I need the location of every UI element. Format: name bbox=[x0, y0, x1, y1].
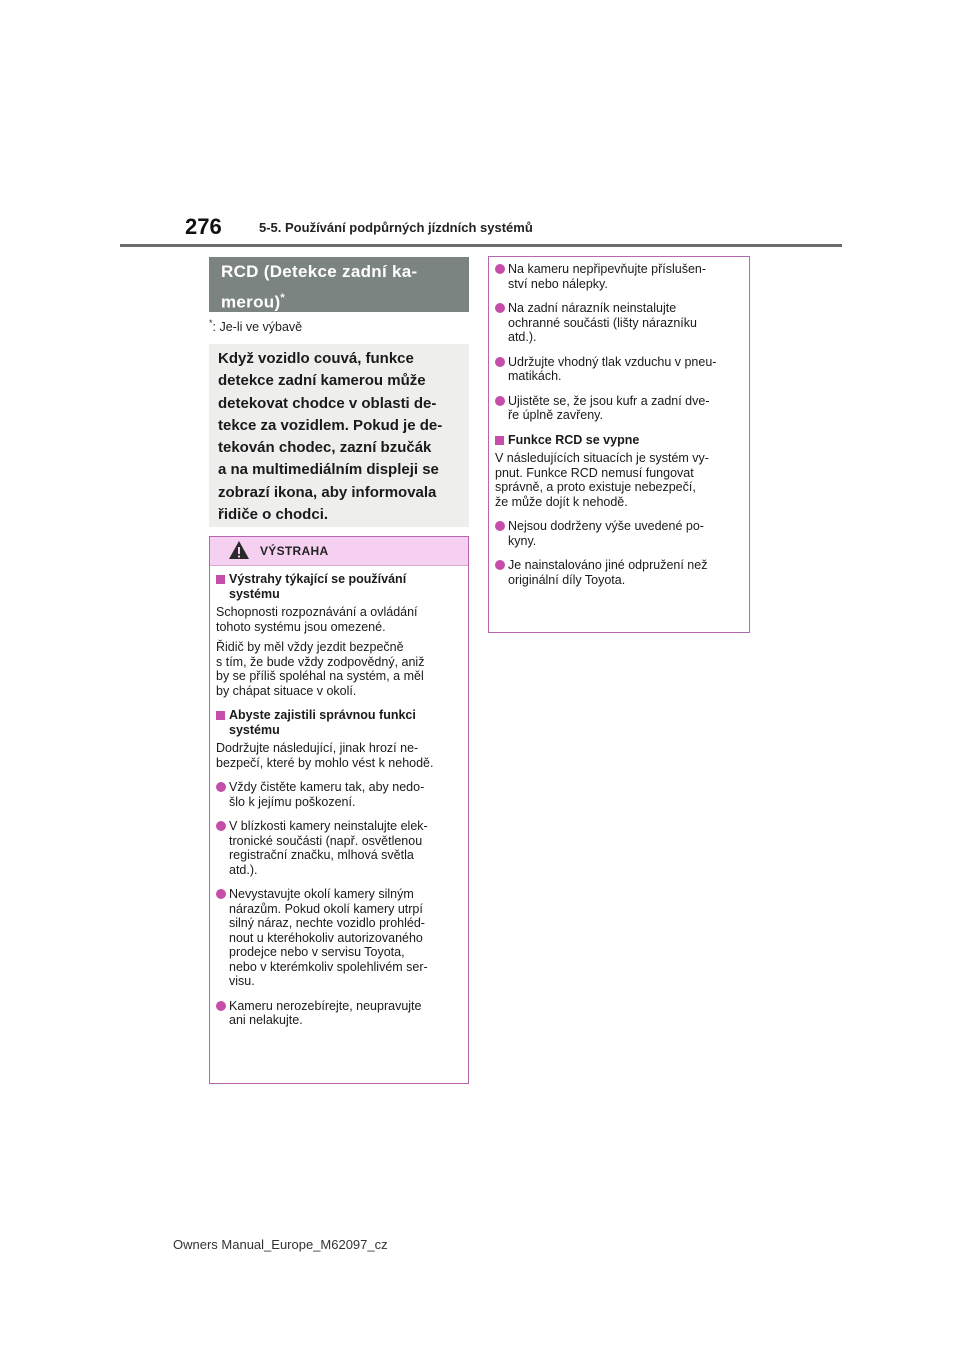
title-line-2: merou) bbox=[221, 292, 281, 312]
square-bullet-icon bbox=[216, 711, 225, 720]
intro-line: a na multimediálním displeji se bbox=[218, 461, 439, 479]
footnote-marker: * bbox=[209, 318, 213, 328]
intro-box bbox=[209, 344, 469, 527]
bullet-dot-icon bbox=[216, 782, 226, 792]
bullet-dot-icon bbox=[495, 396, 505, 406]
list-item: Na zadní nárazník neinstalujte ochranné součásti (lišty nárazníku atd.). bbox=[495, 301, 743, 345]
list-item: Nejsou dodrženy výše uvedené po- kyny. bbox=[495, 519, 743, 548]
warning-subheading: Funkce RCD se vypne bbox=[495, 433, 743, 448]
page-title bbox=[209, 257, 469, 312]
list-item: Vždy čistěte kameru tak, aby nedo- šlo k jejímu poškození. bbox=[216, 780, 462, 809]
list-item: V blízkosti kamery neinstalujte elek- tronické součásti (např. osvětlenou registrační značku, mlhová světla atd.). bbox=[216, 819, 462, 877]
intro-line: detekce zadní kamerou může bbox=[218, 372, 426, 390]
bullet-dot-icon bbox=[216, 821, 226, 831]
section-title: 5-5. Používání podpůrných jízdních systémů bbox=[259, 220, 533, 235]
warning-paragraph: Dodržujte následující, jinak hrozí ne- bezpečí, které by mohlo vést k nehodě. bbox=[216, 741, 434, 770]
bullet-dot-icon bbox=[495, 560, 505, 570]
warning-paragraph: Řidič by měl vždy jezdit bezpečně s tím, že bude vždy zodpovědný, aniž by se příliš spoléhal na systém, a měl by chápat situace v okolí. bbox=[216, 640, 425, 698]
intro-line: řidiče o chodci. bbox=[218, 506, 329, 524]
warning-paragraph: V následujících situacích je systém vy- pnut. Funkce RCD nemusí fungovat správně, a proto existuje nebezpečí, že může dojít k nehodě. bbox=[495, 451, 709, 509]
title-line-1: RCD (Detekce zadní ka- bbox=[221, 262, 418, 281]
footnote-text: : Je-li ve výbavě bbox=[212, 320, 303, 335]
warning-header bbox=[210, 537, 468, 566]
list-item: Kameru nerozebírejte, neupravujte ani nelakujte. bbox=[216, 999, 462, 1028]
title-asterisk: * bbox=[280, 292, 286, 304]
square-bullet-icon bbox=[495, 436, 504, 445]
intro-line: zobrazí ikona, aby informovala bbox=[218, 483, 437, 501]
warning-subheading: Výstrahy týkající se používání systému bbox=[216, 572, 462, 601]
intro-line: Když vozidlo couvá, funkce bbox=[218, 350, 414, 367]
warning-box bbox=[209, 536, 469, 1084]
page-number: 276 bbox=[185, 214, 222, 239]
square-bullet-icon bbox=[216, 575, 225, 584]
bullet-dot-icon bbox=[495, 264, 505, 274]
list-item: Na kameru nepřipevňujte příslušen- ství nebo nálepky. bbox=[495, 262, 743, 291]
list-item: Ujistěte se, že jsou kufr a zadní dve- ře úplně zavřeny. bbox=[495, 394, 743, 423]
warning-continuation-box bbox=[488, 256, 750, 633]
intro-line: tekován chodec, zazní bzučák bbox=[218, 439, 432, 457]
bullet-dot-icon bbox=[216, 889, 226, 899]
warning-subheading: Abyste zajistili správnou funkci systému bbox=[216, 708, 462, 737]
list-item: Je nainstalováno jiné odpružení než originální díly Toyota. bbox=[495, 558, 743, 587]
warning-body bbox=[210, 566, 468, 1028]
bullet-dot-icon bbox=[216, 1001, 226, 1011]
bullet-dot-icon bbox=[495, 303, 505, 313]
bullet-dot-icon bbox=[495, 521, 505, 531]
list-item: Udržujte vhodný tlak vzduchu v pneu- matikách. bbox=[495, 355, 743, 384]
list-item: Nevystavujte okolí kamery silným nárazům. Pokud okolí kamery utrpí silný náraz, nechte vozidlo prohléd- nout u kteréhokoliv autorizovaného prodejce nebo v servisu Toyota, nebo v kterémkoliv spolehlivém ser- visu. bbox=[216, 887, 462, 989]
footnote bbox=[209, 318, 302, 334]
bullet-dot-icon bbox=[495, 357, 505, 367]
header-divider bbox=[120, 244, 842, 247]
warning-triangle-icon bbox=[228, 540, 250, 560]
intro-line: detekovat chodce v oblasti de- bbox=[218, 394, 437, 412]
footer-text: Owners Manual_Europe_M62097_cz bbox=[173, 1237, 388, 1252]
intro-line: tekce za vozidlem. Pokud je de- bbox=[218, 416, 443, 434]
warning-title: VÝSTRAHA bbox=[260, 544, 329, 558]
warning-paragraph: Schopnosti rozpoznávání a ovládání tohoto systému jsou omezené. bbox=[216, 605, 418, 634]
